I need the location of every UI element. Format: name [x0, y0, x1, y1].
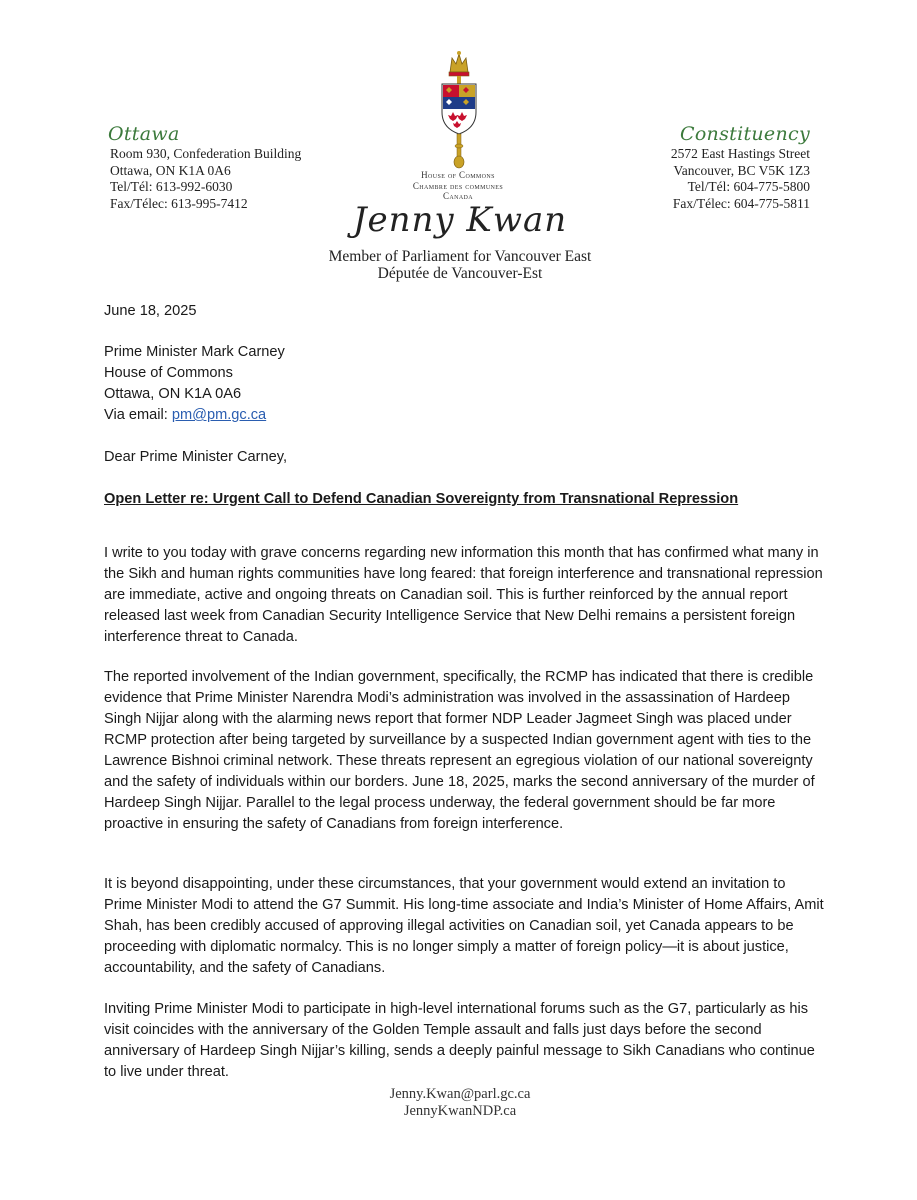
institution-line-en: House of Commons — [421, 170, 495, 180]
footer-contact — [300, 1086, 620, 1120]
salutation: Dear Prime Minister Carney, — [104, 449, 288, 465]
mp-role-en: Member of Parliament for Vancouver East — [328, 248, 592, 265]
recipient-email-link[interactable]: pm@pm.gc.ca — [171, 407, 267, 423]
letter-subject: Open Letter re: Urgent Call to Defend Canadian Sovereignty from Transnational Repression — [104, 491, 739, 507]
constituency-fax: Fax/Télec: 604-775-5811 — [672, 195, 810, 211]
constituency-address-line: 2572 East Hastings Street — [670, 146, 810, 161]
paragraph: I write to you today with grave concerns regarding new information this month that has confirmed what many in the Sikh and human rights communities have long feared: that foreign interference and transnational repression are immediate, active and ongoing threats on Canadian soil. This is further reinforced by the annual report released last week from Canadian Security Intelligence Service that New Delhi remains a persistent foreign interference threat to Canada. — [104, 544, 823, 645]
institution-name — [380, 170, 536, 202]
mp-name-signature: Jenny Kwan — [352, 200, 568, 240]
paragraph: It is beyond disappointing, under these circumstances, that your government would extend an invitation to Prime Minister Modi to attend the G7 Summit. His long-time associate and India’s Minister of Home Affairs, Amit Shah, has been credibly accused of approving illegal activities on Canadian soil, yet Canada appears to be proceeding with diplomatic normalcy. This is no longer simply a matter of foreign policy—it is about justice, accountability, and the safety of Canadians. — [104, 875, 824, 976]
letter-date: June 18, 2025 — [104, 303, 197, 319]
recipient-line: Ottawa, ON K1A 0A6 — [104, 386, 242, 402]
paragraph: The reported involvement of the Indian government, specifically, the RCMP has indicated that there is credible evidence that Prime Minister Narendra Modi’s administration was involved in the assassination of Hardeep Singh Nijjar along with the alarming news report that former NDP Leader Jagmeet Singh was placed under RCMP protection after being targeted by surveillance by a suspected Indian government agent with ties to the Lawrence Bishnoi criminal network. These threats represent an egregious violation of our national sovereignty and the safety of individuals within our borders. June 18, 2025, marks the second anniversary of the murder of Hardeep Singh Nijjar. Parallel to the legal process underway, the federal government should be far more proactive in ensuring the safety of Canadians from foreign interference. — [104, 668, 815, 832]
ottawa-heading: Ottawa — [108, 123, 180, 145]
institution-line-country: Canada — [442, 191, 474, 201]
constituency-phone: Tel/Tél: 604-775-5800 — [687, 179, 810, 194]
recipient-block — [104, 342, 824, 426]
recipient-line: House of Commons — [104, 365, 233, 381]
recipient-name: Prime Minister Mark Carney — [104, 344, 285, 360]
ottawa-address-line: Ottawa, ON K1A 0A6 — [110, 162, 231, 178]
constituency-heading: Constituency — [679, 123, 810, 145]
constituency-address-block — [671, 124, 810, 212]
via-email-label: Via email: — [104, 407, 168, 423]
mp-role — [290, 248, 630, 282]
via-email-line — [104, 405, 824, 426]
paragraph: Inviting Prime Minister Modi to participate in high-level international forums such as the G7, particularly as his visit coincides with the anniversary of the Golden Temple assault and falls just days before the second anniversary of Hardeep Singh Nijjar’s killing, sends a deeply painful message to Sikh Canadians who continue to live under threat. — [104, 1000, 815, 1080]
footer-email: Jenny.Kwan@parl.gc.ca — [389, 1086, 531, 1102]
constituency-address-line: Vancouver, BC V5K 1Z3 — [673, 162, 810, 178]
house-of-commons-crest-icon — [436, 50, 482, 174]
ottawa-address-block — [110, 124, 301, 212]
ottawa-phone: Tel/Tél: 613-992-6030 — [110, 179, 233, 194]
institution-line-fr: Chambre des communes — [412, 180, 504, 191]
mp-role-fr: Députée de Vancouver-Est — [377, 265, 543, 282]
footer-website: JennyKwanNDP.ca — [403, 1103, 517, 1119]
ottawa-fax: Fax/Télec: 613-995-7412 — [110, 195, 248, 211]
ottawa-address-line: Room 930, Confederation Building — [110, 146, 302, 161]
